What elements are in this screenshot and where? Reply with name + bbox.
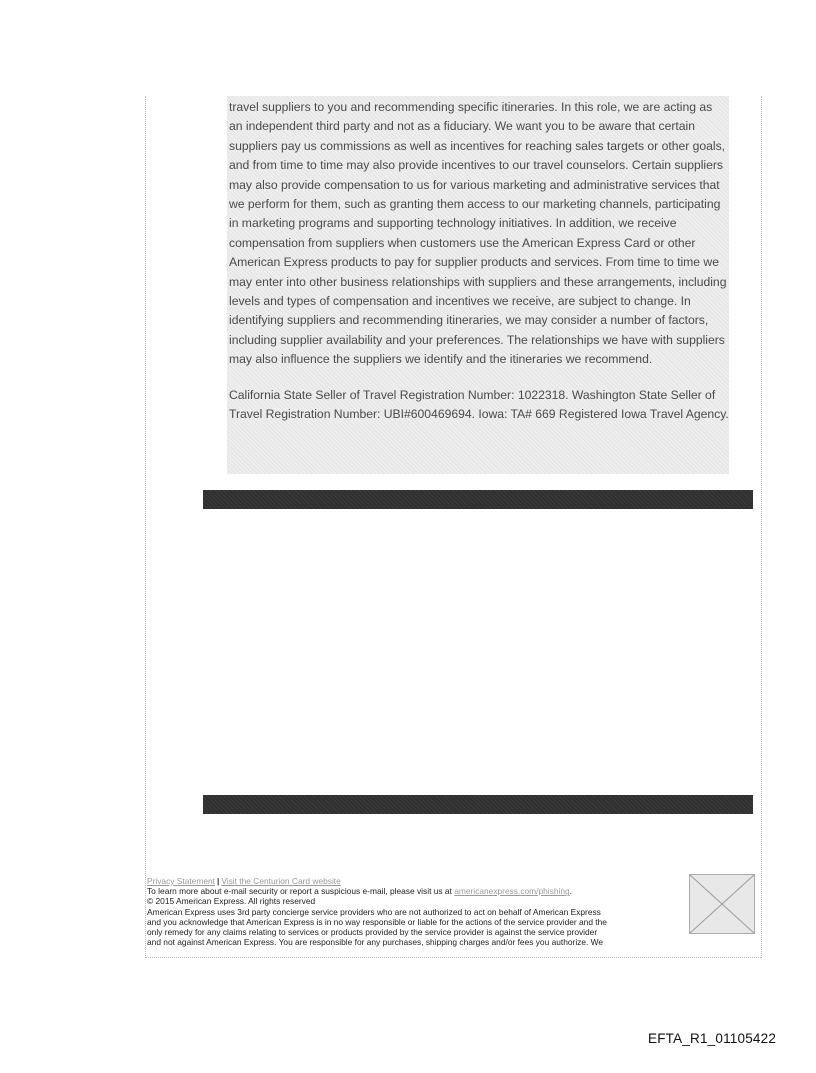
disclosure-paragraph-registration: California State Seller of Travel Registration Number: 1022318. Washington State Seller of Travel Registration Number: UBI#600469694. Iowa: TA# 669 Registered Iowa Travel Agency.: [229, 387, 729, 422]
privacy-statement-link[interactable]: Privacy Statement: [147, 876, 215, 886]
phishing-link[interactable]: americanexpress.com/phishing: [454, 886, 570, 897]
legal-line: and not against American Express. You are responsible for any purchases, shipping charges and/or fees you authorize. We: [147, 937, 604, 948]
section-divider-bar-top: [203, 490, 753, 509]
broken-image-icon: [689, 874, 755, 934]
legal-line: and you acknowledge that American Express is in no way responsible or liable for the actions of the service provider and the: [147, 916, 607, 927]
disclosure-panel: [227, 96, 729, 474]
centurion-card-website-link[interactable]: Visit the Centurion Card website: [221, 876, 341, 886]
email-frame-left-border: [145, 96, 148, 958]
section-divider-bar-bottom: [203, 795, 753, 814]
email-frame-right-border: [759, 96, 762, 958]
disclosure-paragraph-commissions: travel suppliers to you and recommending specific itineraries. In this role, we are acting as an independent third party and not as a fiduciary. We want you to be aware that certain suppliers pay us commissions as well as incentives for reaching sales targets or other goals, and from time to time may also provide incentives to our travel counselors. Certain suppliers may also provide compensation to us for various marketing and administrative services that we perform for them, such as granting them access to our marketing channels, participating in marketing programs and supporting technology initiatives. In addition, we receive compensation from suppliers when customers use the American Express Card or other American Express products to pay for supplier products and services. From time to time we may enter into other business relationships with suppliers and these arrangements, including levels and types of compensation and incentives we receive, are subject to change. In identifying suppliers and recommending itineraries, we may consider a number of factors, including supplier availability and your preferences. The relationships we have with suppliers may also influence the suppliers we identify and the itineraries we recommend.: [229, 100, 727, 367]
email-frame-bottom-border: [145, 957, 761, 958]
document-id-label: EFTA_R1_01105422: [648, 1031, 777, 1046]
email-footer: [147, 876, 687, 947]
security-notice: [147, 886, 687, 896]
footer-link-separator: |: [216, 876, 220, 886]
security-notice-end: .: [569, 886, 572, 897]
security-notice-text: To learn more about e-mail security or report a suspicious e-mail, please visit us at: [147, 886, 452, 897]
legal-line: only remedy for any claims relating to services or products provided by the service provider is against the service provider: [147, 927, 598, 938]
copyright-text: © 2015 American Express. All rights reserved: [147, 896, 316, 907]
footer-links-row: [147, 876, 687, 886]
legal-line: American Express uses 3rd party concierge service providers who are not authorized to act on behalf of American Express: [147, 906, 601, 917]
